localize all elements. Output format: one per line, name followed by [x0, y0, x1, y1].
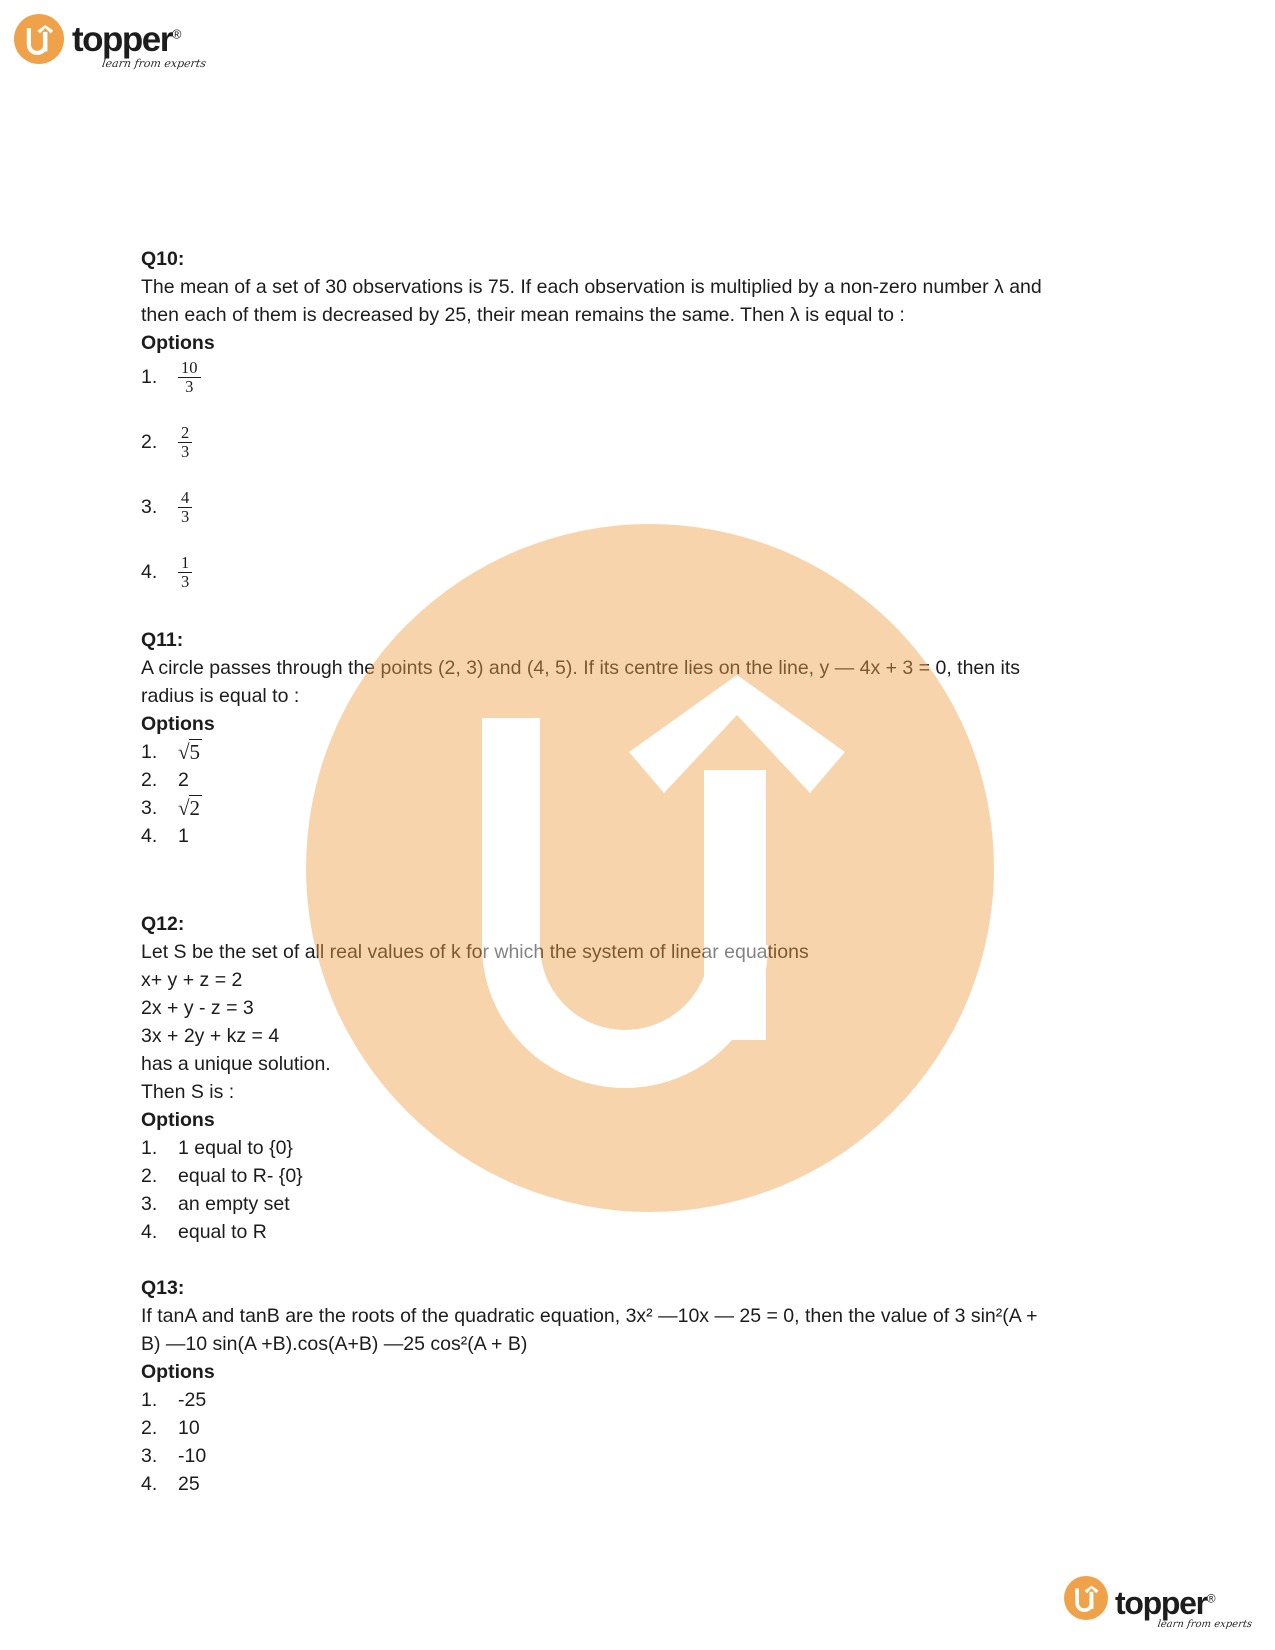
fraction-numerator: 1 [181, 552, 190, 572]
question-line: A circle passes through the points (2, 3) and (4, 5). If its centre lies on the line, y — 4x + 3 = 0, then its [141, 657, 1021, 679]
question-line: then each of them is decreased by 25, their mean remains the same. Then λ is equal to : [141, 304, 905, 326]
footer-logo [1040, 1560, 1275, 1650]
option-text: 2 [178, 769, 189, 791]
options-label: Options [141, 332, 215, 354]
registered-mark: ® [171, 26, 180, 42]
options-label: Options [141, 1109, 215, 1131]
fraction-value [178, 424, 192, 461]
option-number: 2. [141, 1417, 158, 1439]
utopper-logo-icon [1064, 1576, 1108, 1620]
equation-line: x+ y + z = 2 [141, 969, 243, 991]
question-id: Q13: [141, 1277, 185, 1299]
question-id: Q11: [141, 629, 184, 651]
fraction-numerator: 2 [181, 422, 190, 442]
option-row [141, 738, 1020, 766]
option-text: equal to R [178, 1221, 267, 1243]
radical-sign: √ [178, 740, 190, 764]
option-number: 4. [141, 1473, 158, 1495]
question-line: Let S be the set of all real values of k for which the system of linear equations [141, 941, 809, 963]
fraction-denominator: 3 [178, 442, 192, 461]
option-text: 1 [178, 825, 189, 847]
option-row [141, 794, 1020, 822]
options-label: Options [141, 713, 215, 735]
option-number: 1. [141, 1137, 158, 1159]
utopper-logo-icon [14, 14, 64, 64]
option-number: 1. [141, 1389, 158, 1411]
equation-line: 2x + y - z = 3 [141, 997, 254, 1019]
options-label: Options [141, 1361, 215, 1383]
option-text: equal to R- {0} [178, 1165, 303, 1187]
question-q12 [141, 910, 809, 1246]
sqrt-value [178, 738, 202, 766]
fraction-numerator: 10 [181, 357, 198, 377]
option-number: 2. [141, 1165, 158, 1187]
fraction-value [178, 554, 192, 591]
radicand: 2 [189, 796, 201, 820]
question-line: radius is equal to : [141, 685, 300, 707]
option-row [141, 552, 1042, 592]
option-row [141, 1218, 809, 1246]
option-text: -25 [178, 1389, 207, 1411]
question-line: If tanA and tanB are the roots of the quadratic equation, 3x² —10x — 25 = 0, then the value of 3 sin²(A + [141, 1305, 1038, 1327]
fraction-value [178, 489, 192, 526]
option-row [141, 1162, 809, 1190]
option-number: 2. [141, 769, 158, 791]
option-row [141, 1414, 1038, 1442]
logo-wordmark-text: topper [72, 20, 172, 59]
option-number: 3. [141, 1193, 158, 1215]
option-row [141, 766, 1020, 794]
option-row [141, 1190, 809, 1218]
option-text: 25 [178, 1473, 200, 1495]
logo-wordmark [72, 20, 180, 60]
option-text: an empty set [178, 1193, 290, 1215]
option-row [141, 822, 1020, 850]
question-line: The mean of a set of 30 observations is 75. If each observation is multiplied by a non-zero number λ and [141, 276, 1042, 298]
option-text: 1 equal to {0} [178, 1137, 293, 1159]
question-q13 [141, 1274, 1038, 1498]
option-number: 2. [141, 431, 158, 453]
option-number: 4. [141, 1221, 158, 1243]
option-row [141, 1134, 809, 1162]
logo-wordmark [1115, 1585, 1214, 1622]
logo-wordmark-text: topper [1115, 1585, 1207, 1621]
option-row [141, 1442, 1038, 1470]
option-number: 3. [141, 797, 158, 819]
question-line: has a unique solution. [141, 1053, 331, 1075]
radical-sign: √ [178, 796, 190, 820]
option-row [141, 1470, 1038, 1498]
sqrt-value [178, 794, 202, 822]
option-number: 4. [141, 561, 158, 583]
question-q11 [141, 626, 1020, 850]
question-line: B) —10 sin(A +B).cos(A+B) —25 cos²(A + B) [141, 1333, 528, 1355]
equation-line: 3x + 2y + kz = 4 [141, 1025, 280, 1047]
question-line: Then S is : [141, 1081, 235, 1103]
option-row [141, 1386, 1038, 1414]
option-row [141, 487, 1042, 527]
option-number: 4. [141, 825, 158, 847]
question-id: Q12: [141, 913, 185, 935]
header-logo [0, 0, 260, 80]
radicand: 5 [189, 740, 201, 764]
question-id: Q10: [141, 248, 185, 270]
option-number: 1. [141, 741, 158, 763]
fraction-denominator: 3 [178, 507, 192, 526]
registered-mark: ® [1206, 1591, 1215, 1606]
option-number: 3. [141, 496, 158, 518]
option-number: 1. [141, 366, 158, 388]
question-q10 [141, 245, 1042, 617]
fraction-denominator: 3 [178, 572, 192, 591]
fraction-value [178, 359, 201, 396]
option-number: 3. [141, 1445, 158, 1467]
option-text: 10 [178, 1417, 200, 1439]
option-row [141, 357, 1042, 397]
option-row [141, 422, 1042, 462]
fraction-denominator: 3 [178, 377, 201, 396]
logo-tagline: learn from experts [1156, 1619, 1253, 1630]
option-text: -10 [178, 1445, 207, 1467]
logo-tagline: learn from experts [101, 57, 207, 70]
fraction-numerator: 4 [181, 487, 190, 507]
